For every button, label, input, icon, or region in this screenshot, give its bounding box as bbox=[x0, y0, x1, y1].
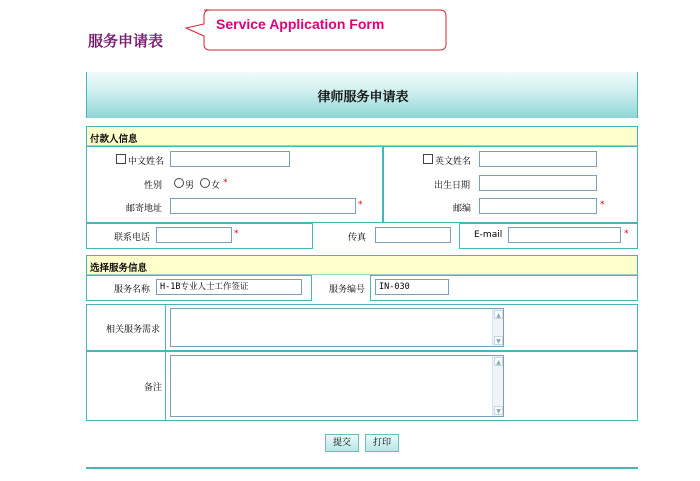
form-title: 律师服务申请表 bbox=[317, 90, 409, 105]
submit-button[interactable]: 提交 bbox=[325, 434, 359, 452]
remarks-textarea[interactable] bbox=[170, 355, 504, 417]
section-service-info bbox=[86, 255, 638, 275]
postcode-label: 邮编 bbox=[453, 204, 472, 214]
remarks-label: 备注 bbox=[144, 383, 163, 393]
scroll-up-icon[interactable]: ▲ bbox=[494, 310, 503, 319]
gender-label: 性别 bbox=[144, 181, 163, 191]
print-button[interactable]: 打印 bbox=[365, 434, 399, 452]
service-request-scrollbar[interactable] bbox=[492, 309, 503, 346]
phone-required-mark: * bbox=[234, 229, 239, 239]
email-required-mark: * bbox=[624, 229, 629, 239]
callout-bubble bbox=[180, 8, 450, 52]
callout-text: Service Application Form bbox=[216, 16, 385, 32]
application-form bbox=[86, 72, 638, 469]
chinese-name-checkbox[interactable] bbox=[116, 154, 126, 164]
mailing-address-required-mark: * bbox=[358, 200, 363, 210]
phone-input[interactable] bbox=[156, 227, 232, 243]
postcode-input[interactable] bbox=[479, 198, 597, 214]
email-input[interactable] bbox=[508, 227, 621, 243]
form-bottom-divider bbox=[86, 467, 638, 469]
mailing-address-label: 邮寄地址 bbox=[126, 204, 163, 214]
chinese-name-label: 中文姓名 bbox=[128, 157, 165, 167]
scroll-down-icon[interactable]: ▼ bbox=[494, 336, 503, 345]
fax-label: 传真 bbox=[348, 233, 367, 243]
english-name-checkbox[interactable] bbox=[423, 154, 433, 164]
english-name-input[interactable] bbox=[479, 151, 597, 167]
section-payer-label: 付款人信息 bbox=[90, 134, 138, 145]
postcode-required-mark: * bbox=[600, 200, 605, 210]
english-name-label: 英文姓名 bbox=[435, 157, 472, 167]
fax-input[interactable] bbox=[375, 227, 451, 243]
phone-label: 联系电话 bbox=[114, 233, 151, 243]
service-request-textarea[interactable] bbox=[170, 308, 504, 347]
email-label: E-mail bbox=[474, 230, 503, 240]
scroll-up-icon[interactable]: ▲ bbox=[494, 357, 503, 366]
service-code-label: 服务编号 bbox=[329, 285, 366, 295]
gender-female-radio[interactable] bbox=[200, 178, 210, 188]
page-title: 服务申请表 bbox=[88, 32, 164, 50]
gender-male-radio[interactable] bbox=[174, 178, 184, 188]
gender-female-label: 女 bbox=[211, 181, 221, 191]
scroll-down-icon[interactable]: ▼ bbox=[494, 406, 503, 415]
service-code-input[interactable]: IN-030 bbox=[375, 279, 449, 295]
mailing-address-input[interactable] bbox=[170, 198, 356, 214]
form-header bbox=[86, 72, 638, 118]
gender-male-label: 男 bbox=[185, 181, 195, 191]
gender-required-mark: * bbox=[223, 178, 228, 188]
birth-date-input[interactable] bbox=[479, 175, 597, 191]
section-payer-info bbox=[86, 126, 638, 146]
service-name-label: 服务名称 bbox=[114, 285, 151, 295]
chinese-name-input[interactable] bbox=[170, 151, 290, 167]
remarks-scrollbar[interactable] bbox=[492, 356, 503, 416]
service-name-input[interactable]: H-1B专业人士工作签证 bbox=[156, 279, 302, 295]
section-service-label: 选择服务信息 bbox=[90, 263, 148, 274]
service-request-label: 相关服务需求 bbox=[106, 325, 161, 335]
birth-date-label: 出生日期 bbox=[434, 181, 471, 191]
